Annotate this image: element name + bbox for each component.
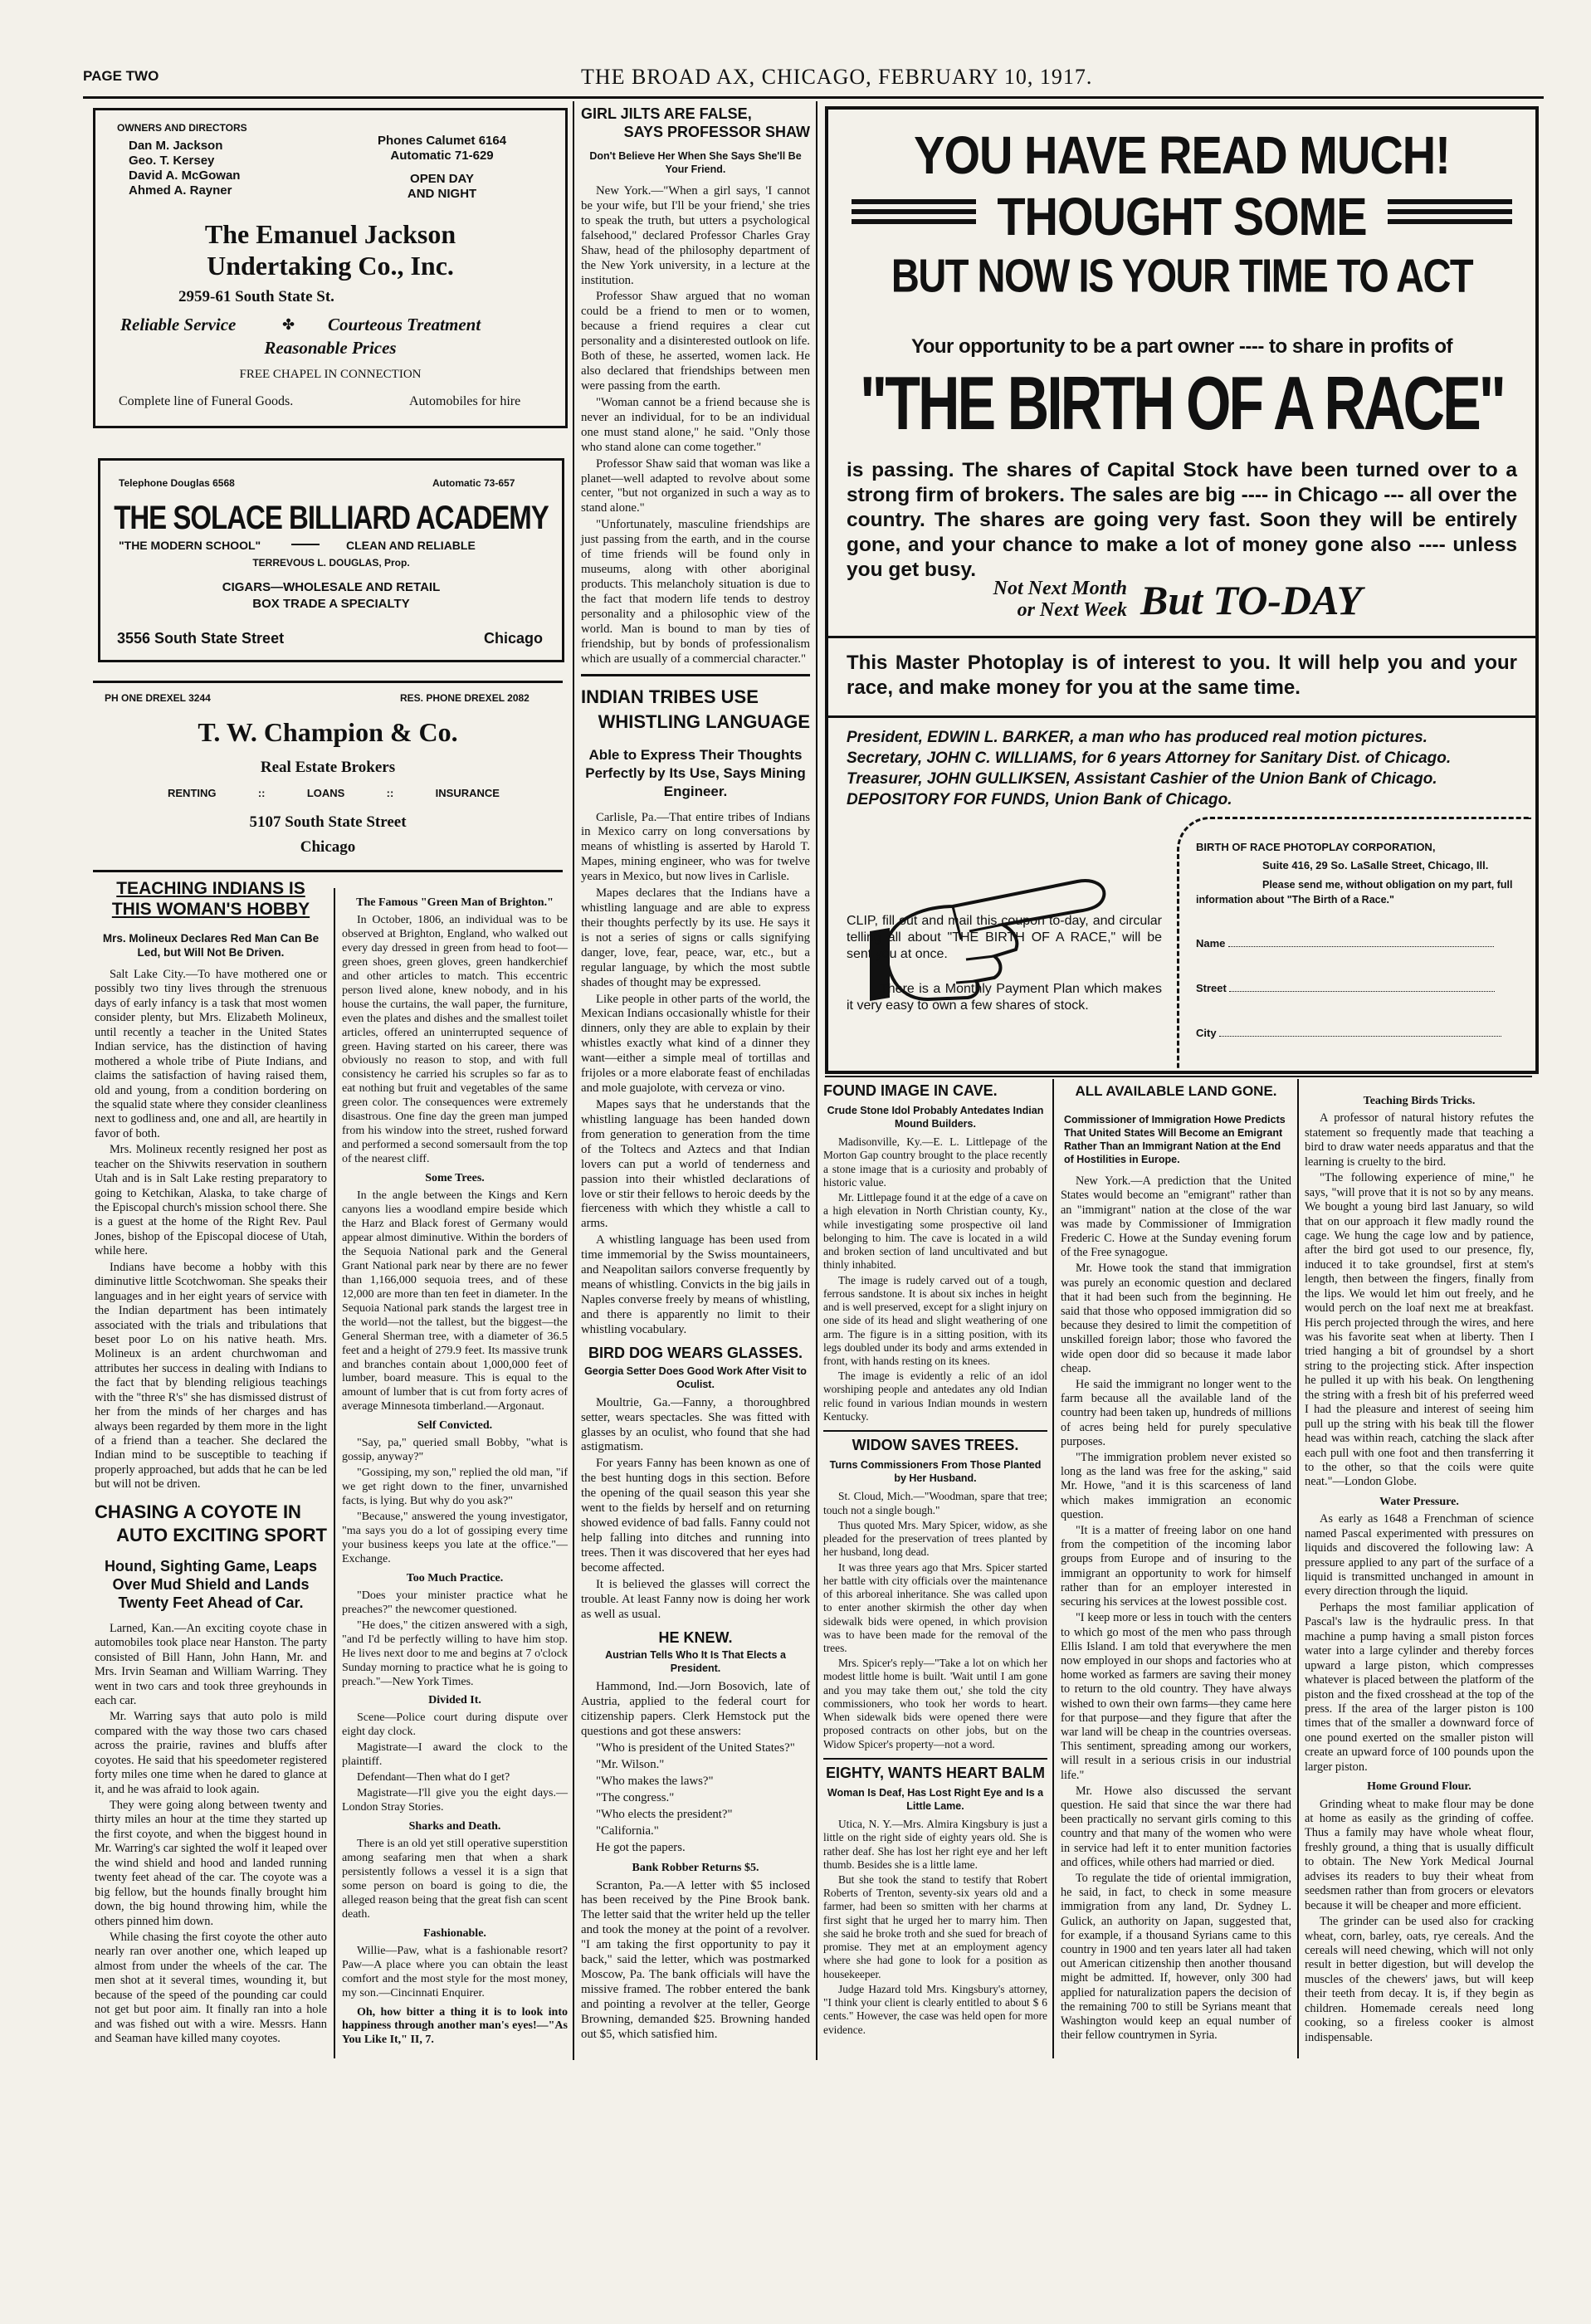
- coupon-corp: BIRTH OF RACE PHOTOPLAY CORPORATION,: [1196, 841, 1436, 853]
- solace-tel: Telephone Douglas 6568: [119, 477, 235, 489]
- solace-name: THE SOLACE BILLIARD ACADEMY: [114, 499, 549, 536]
- heknew-headline: HE KNEW.: [658, 1628, 733, 1646]
- flour-head: Home Ground Flour.: [1367, 1780, 1471, 1794]
- owners-label: OWNERS AND DIRECTORS: [117, 122, 247, 134]
- fashionable-head: Fashionable.: [423, 1926, 486, 1940]
- solace-box: BOX TRADE A SPECIALTY: [252, 597, 410, 611]
- cave-deck: Crude Stone Idol Probably Antedates Indian Mound Builders.: [827, 1105, 1044, 1130]
- ad-rule: [828, 636, 1535, 638]
- champion-sub: Real Estate Brokers: [260, 759, 396, 776]
- article-rule: [823, 1430, 1047, 1432]
- funeral-goods: Complete line of Funeral Goods.: [119, 394, 294, 408]
- eighty-deck: Woman Is Deaf, Has Lost Right Eye and Is a Little Lame.: [827, 1787, 1044, 1813]
- ad-rule: [93, 681, 563, 683]
- solace-auto: Automatic 73-657: [432, 477, 515, 489]
- slogan-left: Reliable Service: [120, 315, 237, 334]
- ad-solace-billiard: [98, 458, 564, 662]
- dash: [291, 544, 320, 545]
- ad-rule: [93, 870, 563, 872]
- article-rule: [823, 1758, 1047, 1760]
- convicted-head: Self Convicted.: [417, 1419, 493, 1433]
- heknew-deck: Austrian Tells Who It Is That Elects a President.: [605, 1649, 786, 1675]
- birth-line4: Your opportunity to be a part owner ---- to share in profits of: [910, 335, 1453, 358]
- whistling-deck: Able to Express Their Thoughts Perfectly by Its Use, Says Mining Engineer.: [585, 746, 806, 799]
- slogan-prices: Reasonable Prices: [264, 338, 397, 358]
- solace-city: Chicago: [484, 630, 544, 647]
- solace-tag-left: "THE MODERN SCHOOL": [119, 539, 261, 552]
- birth-not-next: Not Next Month or Next Week: [993, 578, 1127, 621]
- phones: Phones Calumet 6164 Automatic 71-629 OPEN DAY AND NIGHT: [378, 134, 507, 201]
- quote: Oh, how bitter a thing it is to look into happiness through another man's eyes!—"As You Like It," II, 7.: [342, 2005, 568, 2047]
- coyote-deck: Hound, Sighting Game, Leaps Over Mud Shield and Lands Twenty Feet Ahead of Car.: [104, 1557, 318, 1611]
- champion-name: T. W. Champion & Co.: [198, 717, 458, 747]
- column-3: GIRL JILTS ARE FALSE, SAYS PROFESSOR SHAW Don't Believe Her When She Says She'll Be Your Friend. New York.—"When a girl says, 'I cannot be your wife, but I'll be your friend,' she tries to speak the truth, but utters a psychological falsehood," declared Professor Charles Gray Shaw, head of the philosophy department of the New York university, in a lecture at the institution. Professor Shaw argued that no woman could be a friend to men or to women, because a friend requires a clear cut personality and a disinterested outlook on life. Both of these, he asserted, women lack. He also declared that friendships between men were passing from the earth. "Woman cannot be a friend because she is never an individual, for to be an individual one must stand alone," he said. "Only those who stand alone can come together." Professor Shaw said that woman was like a planet—well adapted to revolve about some center, "but not organized in such a way as to stand alone." "Unfortunately, masculine friendships are just passing from the earth, and in the course of time friends will be found only in museums, along with other aboriginal products. This melancholy situation is due to the fact that modern life tends to destroy personality and a philosophic view of the world. Man is bound to man by ties of friendship, but by bonds of professionalism which are usually of a commercial character." INDIAN TRIBES USE WHISTLING LANGUAGE Able to Express Their Thoughts Perfectly by Its Use, Says Mining Engineer. Carlisle, Pa.—That entire tribes of Indians in Mexico carry on long conversations by means of whistling is asserted by Harold T. Mapes, mining engineer, who was for twelve years in Mexico, but now lives in Carlisle. Mapes declares that the Indians have a whistling language and are able to express their thoughts perfectly by its use. He says it is not a series of signs or calls signifying danger, love, fear, peace, war, etc., but a regular language, by which the most subtle shades of thought may be expressed. Like people in other parts of the world, the Mexican Indians occasionally whistle for their dinners, only they are able to explain by their whistles exactly what kind of a dinner they want—either a simple meal of tortillas and frijoles or a more elaborate feast of enchiladas and mole guajolote, with cerveza or vino. Mapes says that he understands that the whistling language has been handed down from generation to generation from the time of the Toltecs and Aztecs and that Indian lovers can put a world of tenderness and passion into their whistled declarations of love or stir their fellows to heroic deeds by the fierceness with which they whistle a call to arms. A whistling language has been used from time immemorial by the Swiss mountaineers, and Neapolitan sailors converse frequently by means of whistling. Convicts in the big jails in Naples converse freely by means of whistling, and there is apparently no limit to their whistling vocabulary. BIRD DOG WEARS GLASSES. Georgia Setter Does Good Work After Visit to Oculist. Moultrie, Ga.—Fanny, a thoroughbred setter, wears spectacles. She was fitted with glasses by an oculist, who found that she had astigmatism. For years Fanny has been known as one of the best hunting dogs in this section. Before the opening of the quail season this year she went to the fields by herself and on returning showed evidence of bad falls. Fanny could not help falling into ditches and running into trees. Then it was discovered that her eyes had become affected. It is believed the glasses will correct the trouble. At least Fanny now is doing her work as well as usual. HE KNEW. Austrian Tells Who It Is That Elects a President. Hammond, Ind.—Jorn Bosovich, late of Austria, applied to the federal court for citizenship papers. Clerk Hemstock put the questions and got these answers: "Who is president of the United States?" "Mr. Wilson." "Who makes the laws?" "The congress." "Who elects the president?" "California." He got the papers. Bank Robber Returns $5. Scranton, Pa.—A letter with $5 inclosed has been received by the Pine Brook bank. The letter said that the writer held up the teller and took the money at the point of a revolver. "I am taking the first opportunity to pay it back," said the letter, which was postmarked Moscow, Pa. The bank officials will have the missive framed. The robber entered the bank and pointing a revolver at the teller, George Browning, demanded $25. Browning handed out $5, which satisfied him.: [581, 105, 810, 2041]
- masthead-rule: [83, 96, 1544, 99]
- paper-title: THE BROAD AX, CHICAGO, FEBRUARY 10, 1917.: [581, 65, 1093, 89]
- coupon-addr: Suite 416, 29 So. LaSalle Street, Chicago, Ill.: [1262, 859, 1489, 872]
- birth-line2: THOUGHT SOME: [997, 186, 1367, 247]
- solace-cigars: CIGARS—WHOLESALE AND RETAIL: [222, 580, 441, 594]
- column-rule: [1297, 1079, 1299, 2058]
- birth-clip: CLIP, fill out and mail this coupon to-day, and circular telling all about "THE BIRTH OF A RACE," will be sent you at once.: [847, 914, 1162, 961]
- solace-prop: TERREVOUS L. DOUGLAS, Prop.: [252, 557, 410, 569]
- birth-title: "THE BIRTH OF A RACE": [860, 361, 1504, 446]
- divided-head: Divided It.: [428, 1694, 481, 1707]
- teaching-headline: TEACHING INDIANS IS THIS WOMAN'S HOBBY: [111, 879, 310, 919]
- champion-services: RENTING :: LOANS :: INSURANCE: [168, 787, 500, 799]
- jackson-name: The Emanuel Jackson Undertaking Co., Inc.: [204, 219, 456, 281]
- column-5: ALL AVAILABLE LAND GONE. Commissioner of Immigration Howe Predicts That United States Will Become an Emigrant Rather Than an Immigrant Nation at the End of Hostilities in Europe. New York.—A prediction that the United States would become an "emigrant" rather than an "immigrant" nation at the close of the war was made by Commissioner of Immigration Frederic C. Howe at the Sunday evening forum of the Free synagogue. Mr. Howe took the stand that immigration was purely an economic question and declared that it had been such from the beginning. He said that those who opposed immigration did so because they desired to limit the competition of unskilled foreign labor; those who favored the wide open door did so because it made labor cheap. He said the immigrant no longer went to the farm because all the available land of the country had been taken up, hundreds of millions of acres being held for purely speculative purposes. "The immigration problem never existed so long as the land was free for the asking," said Mr. Howe, "and it is this scarceness of land which makes immigration an economic question. "It is a matter of freeing labor on one hand from the competition of the incoming labor groups from Europe and of insuring to the immigrant an opportunity to work for himself rather than for an employer interested in securing his services at the lowest possible cost. "I keep more or less in touch with the centers to which go most of the men who pass through Ellis Island. I am told that everywhere the men now employed in our shops and factories who at home worked as farmers are saving their money to return to the old country. They have always wished to own their own farms—they came here for that purpose—and they figure that after the war land will be cheap in the countries overseas. This sentiment, spreading among our workers, will result in a serious crisis in our industrial life." Mr. Howe also discussed the servant question. He said that since the war there had been practically no servant girls coming to this country and that many of the women who were in service had left it to enter munition factories and offices, while others had married or died. To regulate the tide of oriental immigration, he said, in fact, to check in some measure immigration from any land, Dr. Sydney L. Gulick, an authority on Japan, suggested that, for example, if a thousand Syrians came to this country in 1900 and ten years later all had taken out American citizenship then another thousand might be admitted. If, however, only 300 had applied for naturalization papers the decision of the remaining 700 to still be Syrians meant that Washington would keep an equal number of their fellow countrymen in Syria.: [1061, 1083, 1291, 2043]
- teaching-deck: Mrs. Molineux Declares Red Man Can Be Led, but Will Not Be Driven.: [102, 932, 320, 959]
- coupon-text: Please send me, without obligation on my part, full information about "The Birth of a Race.": [1196, 879, 1513, 906]
- green-man-head: The Famous "Green Man of Brighton.": [356, 896, 554, 909]
- column-rule: [573, 101, 574, 2060]
- column-rule: [816, 101, 817, 2060]
- birddog-headline: BIRD DOG WEARS GLASSES.: [588, 1344, 803, 1361]
- free-chapel: FREE CHAPEL IN CONNECTION: [239, 368, 422, 381]
- ad-rule: [828, 715, 1535, 718]
- land-deck: Commissioner of Immigration Howe Predicts That United States Will Become an Emigrant Rather Than an Immigrant Nation at the End of Hostilities in Europe.: [1064, 1114, 1286, 1166]
- champion-city: Chicago: [300, 838, 356, 856]
- widow-headline: WIDOW SAVES TREES.: [852, 1437, 1019, 1454]
- cave-headline: FOUND IMAGE IN CAVE.: [823, 1082, 998, 1099]
- sharks-head: Sharks and Death.: [408, 1820, 501, 1833]
- birth-payment: There is a Monthly Payment Plan which makes it very easy to own a few shares of stock.: [847, 982, 1162, 1013]
- champion-phone: PH ONE DREXEL 3244: [105, 692, 211, 704]
- coupon[interactable]: [1177, 817, 1531, 1068]
- coyote-headline: CHASING A COYOTE IN AUTO EXCITING SPORT: [95, 1501, 327, 1545]
- fleuron-icon: ✤: [282, 316, 295, 334]
- article-rule: [581, 674, 810, 676]
- column-2: The Famous "Green Man of Brighton." In October, 1806, an individual was to be observed at Brighton, England, who walked out every day dressed in green from head to foot—green shoes, green gloves, green handkerchief and other articles to match. This eccentric person lived alone, knew nobody, and in his house the curtains, the wall paper, the furniture, even the plates and dishes and the smallest toilet articles, offered an uninterrupted sequence of green. Having started on his career, there was obviously no reason to stop, and with full consistency he carried his scruples so far as to eat nothing but fruit and vegetables of the same green color. The consequences were extremely disastrous. One fine day the green man jumped from his window into the street, rushed forward and performed a second somersault from the top of the nearest cliff. Some Trees. In the angle between the Kings and Kern canyons lies a woodland empire beside which the Harz and Black forest of Germany would appear almost diminutive. Within the borders of the Sequoia National park and the General Grant National park near by there are no fewer than 1,166,000 sequoia trees, and of these 12,000 are more than ten feet in diameter. In the Sequoia National park stands the largest tree in the world—not the tallest, but the biggest—the General Sherman tree, with a diameter of 36.5 feet and a height of 279.9 feet. Its massive trunk and branches contain about 1,000,000 feet of lumber, board measure. This is equal to the amount of lumber that is cut from forty acres of average Minnesota timberland.—Argonaut. Self Convicted. "Say, pa," queried small Bobby, "what is gossip, anyway?" "Gossiping, my son," replied the old man, "if we get right down to the finer, unvarnished facts, is lying. But why do you ask?" "Because," answered the young investigator, "ma says you do a lot of gossiping every time your business keeps you late at the office."—Exchange. Too Much Practice. "Does your minister practice what he preaches?" the newcomer questioned. "He does," the citizen answered with a sigh, "and I'd be perfectly willing to have him stop. He lives next door to me and begins at 7 o'clock Sunday morning to practice what he is going to preach."—New York Times. Divided It. Scene—Police court during dispute over eight day clock. Magistrate—I award the clock to the plaintiff. Defendant—Then what do I get? Magistrate—I'll give you the eight days.—London Stray Stories. Sharks and Death. There is an old yet still operative superstition among seafaring men that when a shark persistently follows a vessel it is a sign that some person on board is going to die, the alleged reason being that the great fish can scent death. Fashionable. Willie—Paw, what is a fashionable resort? Paw—A place where you can obtain the least comfort and the most style for the most money, my son.—Cincinnati Enquirer. Oh, how bitter a thing it is to look into happiness through another man's eyes!—"As You Like It," II, 7.: [342, 896, 568, 2047]
- champion-res: RES. PHONE DREXEL 2082: [400, 692, 530, 704]
- eighty-headline: EIGHTY, WANTS HEART BALM: [826, 1764, 1045, 1781]
- robber-head: Bank Robber Returns $5.: [632, 1861, 759, 1874]
- column-4: FOUND IMAGE IN CAVE. Crude Stone Idol Probably Antedates Indian Mound Builders. Madisonville, Ky.—E. L. Littlepage of the Morton Gap country brought to the place recently a stone image that is a curiosity and probably of historic value. Mr. Littlepage found it at the edge of a cave on a high elevation in North Christian county, Ky., while investigating some prospective oil land belonging to him. The cave is located in a wild and broken section of land uncultivated and but thinly inhabited. The image is rudely carved out of a tough, ferrous sandstone. It is about six inches in height and is well preserved, except for a slight injury on one side of its head and slight weathering of one arm. The figure is in a sitting position, with its legs doubled under its body and arms extended in front, with hands resting on its knees. The image is evidently a relic of an idol worshiping people and antedates any old Indian relic found in various Indian mounds in western Kentucky. WIDOW SAVES TREES. Turns Commissioners From Those Planted by Her Husband. St. Cloud, Mich.—"Woodman, spare that tree; touch not a single bough." Thus quoted Mrs. Mary Spicer, widow, as she pleaded for the preservation of trees planted by her husband, long dead. It was three years ago that Mrs. Spicer started her battle with city officials over the maintenance of this arboreal inheritance. She was called upon to enter another skirmish the other day when sidewalk bids were opened, in which provision was to have been made for the removal of the trees. Mrs. Spicer's reply—"Take a lot on which her modest little home is built. 'Wait until I am gone and you may take them out,' she told the city commissioners, who took her words to heart. When sidewalk bids were opened there were proposed contracts on other jobs, but on the Widow Spicer's property—not a word. EIGHTY, WANTS HEART BALM Woman Is Deaf, Has Lost Right Eye and Is a Little Lame. Utica, N. Y.—Mrs. Almira Kingsbury is just a little on the right side of eighty years old. She is rather deaf. She has lost her right eye and her left thumb. Besides she is a little lame. But she took the stand to testify that Robert Roberts of Trenton, seventy-six years old and a farmer, had been so smitten with her charms at first sight that he urged her to marry him. Then she said he broke troth and she sued for breach of promise. They met at an employment agency where she had gone to look for a position as housekeeper. Judge Hazard told Mrs. Kingsbury's attorney, "I think your client is clearly entitled to about $ 6 cents." However, the case was held open for more evidence.: [823, 1082, 1047, 2036]
- coupon-name-field[interactable]: Name: [1196, 937, 1525, 950]
- jackson-address: 2959-61 South State St.: [178, 288, 334, 305]
- birds-head: Teaching Birds Tricks.: [1363, 1095, 1476, 1107]
- owners-list: Dan M. Jackson Geo. T. Kersey David A. McGowan Ahmed A. Rayner: [129, 139, 241, 198]
- birth-line3: BUT NOW IS YOUR TIME TO ACT: [891, 248, 1473, 302]
- column-rule: [1052, 1079, 1054, 2058]
- birth-officers: President, EDWIN L. BARKER, a man who has produced real motion pictures. Secretary, JOHN C. WILLIAMS, for 6 years Attorney for Sanitary Dist. of Chicago. Treasurer, JOHN GULLIKSEN, Assistant Cashier of the Union Bank of Chicago. DEPOSITORY FOR FUNDS, Union Bank of Chicago.: [847, 729, 1452, 808]
- birth-photoplay: This Master Photoplay is of interest to you. It will help you and your race, and make money for you at the same time.: [847, 652, 1517, 699]
- girl-headline: GIRL JILTS ARE FALSE, SAYS PROFESSOR SHAW: [581, 105, 810, 140]
- birth-line1: YOU HAVE READ MUCH!: [914, 124, 1450, 185]
- practice-head: Too Much Practice.: [406, 1571, 504, 1584]
- page-label: PAGE TWO: [83, 68, 159, 84]
- widow-deck: Turns Commissioners From Those Planted by Her Husband.: [829, 1459, 1042, 1485]
- coupon-city-field[interactable]: City: [1196, 1027, 1525, 1039]
- coupon-street-field[interactable]: Street: [1196, 982, 1525, 994]
- automobiles-hire: Automobiles for hire: [409, 394, 521, 408]
- masthead: [83, 65, 1544, 93]
- birth-body: is passing. The shares of Capital Stock have been turned over to a strong firm of brokers. The sales are big ---- in Chicago --- all over the country. The shares are going very fast. Soon they will be entirely gone, and your chance to make a lot of money gone also ---- unless you get busy.: [847, 459, 1517, 581]
- ad-birth-of-a-race: [825, 106, 1539, 1074]
- whistling-headline: INDIAN TRIBES USE WHISTLING LANGUAGE: [581, 686, 810, 732]
- ad-jackson-undertaking: [93, 108, 568, 428]
- birddog-deck: Georgia Setter Does Good Work After Visit to Oculist.: [584, 1365, 807, 1390]
- girl-deck: Don't Believe Her When She Says She'll Be Your Friend.: [589, 150, 802, 175]
- slogan-right: Courteous Treatment: [328, 315, 481, 334]
- solace-address: 3556 South State Street: [117, 630, 285, 647]
- birth-today: But TO-DAY: [1140, 577, 1363, 623]
- column-6: Teaching Birds Tricks. A professor of natural history refutes the statement so frequently made that teaching a bird to draw water needs apparatus and that the learning is cruelty to the bird. "The following experience of mine," he says, "will prove that it is not so by any means. We bought a young bird last January, so wild that on our approach it flew madly round the cage. We hung the cage low and by patience, after the bird got used to our presence, fly, induced it to take groundsel, first at stem's length, then between the fingers, finally from the lips. We would let him out freely, and he would perch on the loaf next me at breakfast. His perch projected through the wires, and here was his favorite seat when at liberty. Then I tried hanging a bit of groundsel by a short string to the projecting stick. After inspection he pulled it up with his beak. On lengthening the string with a fresh bit of his preferred weed I had the pleasure and interest of seeing him pull up the string with his beak till the flower head was within reach, catching the slack after each pull with one foot and then transferring it to the other, so that the coils were quite neat."—London Globe. Water Pressure. As early as 1648 a Frenchman of science named Pascal experimented with pressures on liquids and discovered the following law: A pressure applied to any part of the surface of a liquid is transmitted unchanged in amount in every direction through the liquid. Perhaps the most familiar application of Pascal's law is the hydraulic press. In that machine a pump having a small piston forces water into a large cylinder and thereby forces upward a large piston, which compresses whatever is placed between the platform of the piston and the fixed crosshead at the top of the press. If the area of the larger piston is 100 times that of the smaller a downward force of one pound exerted on the smaller piston will create an upward force of 100 pounds upon the larger piston. Home Ground Flour. Grinding wheat to make flour may be done at home as easily as the grinding of coffee. Thus a family may have whole wheat flour, freshly ground, a thing that is usually difficult to obtain. The New York Medical Journal advises its readers to buy their wheat from seedsmen rather than from grocers or elevators because it will be cheaper and more efficient. The grinder can be used also for cracking wheat, corn, barley, oats, rye cereals. And the cereals will need chewing, which will not only result in better digestion, but will develop the muscles of the chewers' jaws, but will keep their teeth from decay. It is, if they begin as children. Homemade cereals need long cooking, so a fireless cooker is almost indispensable.: [1305, 1095, 1534, 2044]
- section-rule: [825, 1076, 1532, 1077]
- land-headline: ALL AVAILABLE LAND GONE.: [1075, 1083, 1277, 1099]
- solace-tag-right: CLEAN AND RELIABLE: [346, 539, 476, 552]
- ad-champion: [93, 681, 563, 865]
- column-rule: [334, 888, 335, 2058]
- water-head: Water Pressure.: [1379, 1495, 1459, 1508]
- trees-head: Some Trees.: [425, 1172, 485, 1185]
- column-1: TEACHING INDIANS IS THIS WOMAN'S HOBBY Mrs. Molineux Declares Red Man Can Be Led, but Will Not Be Driven. Salt Lake City.—To have mothered one or possibly two tiny lives through the strenuous days of early infancy is a task that most women consider plenty, but Mrs. Elizabeth Molineux, until recently a teacher in the United States Indian service, has the distinction of having mothered a whole tribe of Piute Indians, and claims the satisfaction of having raised them, old and young, from a condition bordering on the squalid state where they consider cleanliness next to godliness and, one and all, are heartily in favor of both. Mrs. Molineux recently resigned her post as teacher on the Shivwits reservation in southern Utah and is in Salt Lake resting preparatory to going to Ketchikan, Alaska, to take charge of the Episcopal church's mission school there. She is a guest at the home of the Right Rev. Paul Jones, bishop of the Episcopal diocese of Utah, while here. Indians have become a hobby with this diminutive little Scotchwoman. She speaks their languages and in her eight years of service with the Indian department has been intimately associated with the trials and tribulations that beset poor Lo on his native heath. Mrs. Molineux is an ardent churchwoman and attributes her success in dealing with Indians to the fact that by blending religious teachings with the "three R's" she has dismissed distrust of her from the minds of her charges and has always been regarded by them more in the light of a friend than a teacher. She declared the Indian mind to be susceptible to teaching if properly approached, but adds that he can be led but will not be driven. CHASING A COYOTE IN AUTO EXCITING SPORT Hound, Sighting Game, Leaps Over Mud Shield and Lands Twenty Feet Ahead of Car. Larned, Kan.—An exciting coyote chase in automobiles took place near Hanston. The party consisted of Bill Hann, John Hann, Mr. and Mrs. Irvin Seaman and William Warring. They went in two cars and took three greyhounds in each car. Mr. Warring says that auto polo is mild compared with the way those two cars chased across the prairie, ravines and bluffs after coyotes. He said that his speedometer registered forty miles one time when he dared to glance at it, and he was afraid to look again. They were going along between twenty and thirty miles an hour at the time they started up the first coyote, and when the biggest hound in Mr. Warring's car sighted the wolf it leaped over the wind shield and hood and landed running twenty feet ahead of the car. The coyote was a big fellow, but the hounds finally brought him down, the big hound throwing him, while the others pinned him down. While chasing the first coyote the other auto nearly ran over another one, which leaped up almost from under the wheels of the car. The men shot at it several times, wounding it, but because of the speed of the pounding car could not get but poor aim. It finally ran into a hole and was fished out with a wire. Messrs. Hann and Seaman have killed many coyotes.: [95, 879, 327, 2045]
- champion-address: 5107 South State Street: [249, 813, 407, 831]
